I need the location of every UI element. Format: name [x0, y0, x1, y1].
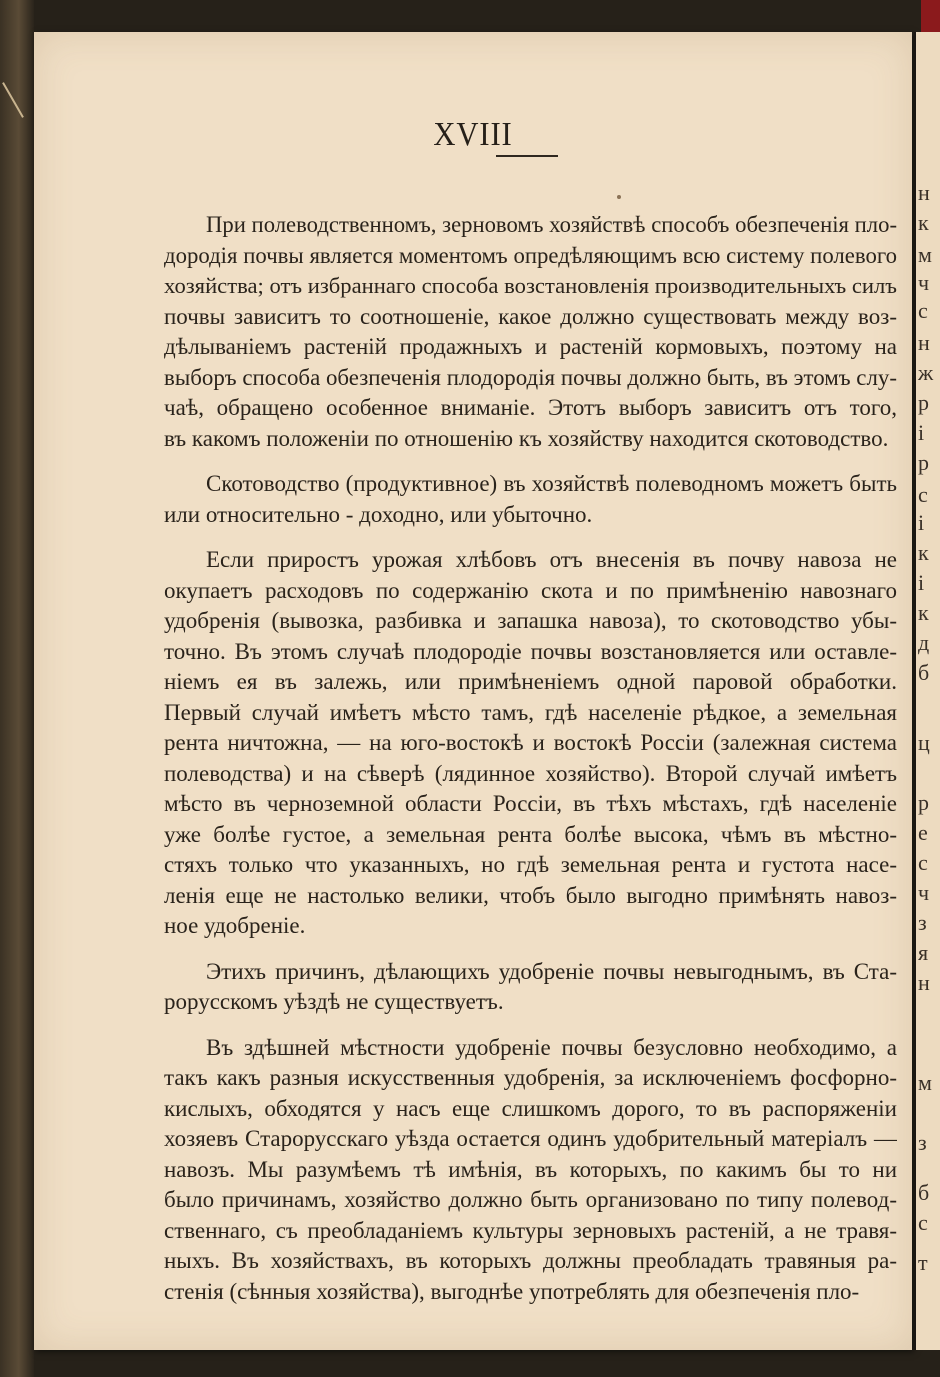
- adjacent-page-letter: д: [918, 630, 930, 655]
- adjacent-page-letter: с: [918, 482, 928, 507]
- adjacent-page-letter: з: [918, 910, 927, 935]
- text-line: При полеводственномъ, зерновомъ хозяйствѣ способъ обезпеченія пло-: [206, 212, 897, 237]
- adjacent-page-letter: б: [918, 1180, 930, 1205]
- paragraph: [164, 957, 897, 1018]
- adjacent-page-letter: р: [918, 450, 929, 475]
- text-line: кислыхъ, обходятся у насъ еще слишкомъ дорого, то въ распоряженіи: [164, 1095, 897, 1121]
- adjacent-page-letter: м: [918, 242, 932, 267]
- paragraph: [164, 210, 897, 454]
- adjacent-page-letter: ч: [918, 880, 930, 905]
- text-line: навозъ. Мы разумѣемъ тѣ имѣнія, въ которыхъ, по какимъ бы то ни: [164, 1156, 897, 1182]
- adjacent-page-letter: з: [918, 1130, 927, 1155]
- text-line: точно. Въ этомъ случаѣ плодородіе почвы возстановляется или оставле-: [164, 638, 897, 664]
- text-line: окупаетъ расходовъ по содержанію скота и по примѣненію навознаго: [164, 577, 897, 603]
- adjacent-page-edge: [914, 32, 940, 1350]
- text-line: дѣлываніемъ растеній продажныхъ и растеній кормовыхъ, поэтому на: [164, 334, 897, 359]
- paragraph: [164, 469, 897, 530]
- book-spine-edge: [0, 0, 34, 1377]
- text-line: выборъ способа обезпеченія плодородія почвы должно быть, въ этомъ слу-: [164, 364, 897, 390]
- text-line: ныхъ. Въ хозяйствахъ, въ которыхъ должны преобладать травяныя ра-: [164, 1248, 897, 1273]
- body-text: [164, 210, 897, 1322]
- text-line: дородія почвы является моментомъ опредѣляющимъ всю систему полевого: [164, 242, 897, 268]
- adjacent-page-letter: і: [918, 570, 925, 595]
- text-line: рорусскомъ уѣздѣ не существуетъ.: [164, 989, 504, 1014]
- adjacent-page-letter: р: [918, 790, 929, 815]
- text-line: рента ничтожна, — на юго-востокѣ и востокѣ Россіи (залежная система: [164, 730, 897, 755]
- text-line: чаѣ, обращено особенное вниманіе. Этотъ выборъ зависитъ отъ того,: [164, 395, 897, 420]
- adjacent-page-letter: б: [918, 660, 930, 685]
- text-line: въ какомъ положеніи по отношенію къ хозяйству находится скотоводство.: [164, 425, 889, 451]
- adjacent-page-letter: с: [918, 1210, 928, 1235]
- text-line: было причинамъ, хозяйство должно быть организовано по типу полевод-: [164, 1187, 897, 1212]
- adjacent-page-letter: ж: [918, 360, 934, 385]
- paragraph: [164, 545, 897, 942]
- text-line: ственнаго, съ преобладаніемъ культуры зерновыхъ растеній, а не травя-: [164, 1217, 897, 1243]
- text-line: стенія (сѣнныя хозяйства), выгоднѣе употреблять для обезпеченія пло-: [164, 1278, 860, 1304]
- adjacent-page-letter: т: [918, 1250, 928, 1275]
- text-line: ное удобреніе.: [164, 913, 306, 938]
- text-line: такъ какъ разныя искусственныя удобренія, за исключеніемъ фосфорно-: [164, 1065, 897, 1090]
- text-line: удобренія (вывозка, разбивка и запашка навоза), то скотоводство убы-: [164, 608, 897, 633]
- bookmark-ribbon: [921, 0, 940, 32]
- text-line: хозяевъ Старорусскаго уѣзда остается одинъ удобрительный матеріалъ —: [164, 1126, 897, 1151]
- text-line: уже болѣе густое, а земельная рента болѣе высока, чѣмъ въ мѣстно-: [164, 821, 897, 847]
- text-line: полеводства) и на сѣверѣ (лядинное хозяйство). Второй случай имѣетъ: [164, 760, 897, 786]
- adjacent-page-letter: ц: [918, 730, 930, 755]
- text-line: почвы зависитъ то соотношеніе, какое должно существовать между воз-: [164, 303, 897, 329]
- adjacent-page-letter: м: [918, 1070, 932, 1095]
- text-line: Скотоводство (продуктивное) въ хозяйствѣ полеводномъ можетъ быть: [206, 471, 897, 496]
- adjacent-page-letter: к: [918, 600, 929, 625]
- text-line: Въ здѣшней мѣстности удобреніе почвы безусловно необходимо, а: [206, 1034, 897, 1060]
- text-line: Первый случай имѣетъ мѣсто тамъ, гдѣ населеніе рѣдкое, а земельная: [164, 699, 897, 725]
- text-line: мѣсто въ черноземной области Россіи, въ тѣхъ мѣстахъ, гдѣ населеніе: [164, 791, 897, 816]
- adjacent-page-letter: і: [918, 420, 925, 445]
- adjacent-page-letter: я: [918, 940, 929, 965]
- text-line: стяхъ только что указанныхъ, но гдѣ земельная рента и густота насе-: [164, 852, 897, 877]
- adjacent-page-letter: р: [918, 390, 929, 415]
- adjacent-page-letter: ч: [918, 270, 930, 295]
- text-line: ніемъ ея въ залежь, или примѣненіемъ одной паровой обработки.: [164, 669, 897, 694]
- text-line: Если приростъ урожая хлѣбовъ отъ внесенія въ почву навоза не: [206, 547, 897, 572]
- page-number: XVIII: [433, 116, 513, 153]
- ink-speck: [617, 195, 621, 199]
- book-page: [34, 32, 912, 1350]
- text-line: хозяйства; отъ избраннаго способа возстановленія производительныхъ силъ: [164, 273, 897, 298]
- adjacent-page-letter: с: [918, 850, 928, 875]
- paragraph: [164, 1033, 897, 1308]
- adjacent-page-letter: н: [918, 330, 930, 355]
- adjacent-page-letter: к: [918, 210, 929, 235]
- text-line: ленія еще не настолько велики, чтобъ было выгодно примѣнять навоз-: [164, 882, 897, 908]
- text-line: Этихъ причинъ, дѣлающихъ удобреніе почвы невыгоднымъ, въ Ста-: [206, 958, 897, 984]
- text-line: или относительно - доходно, или убыточно.: [164, 501, 593, 527]
- page-number-underline: [496, 155, 558, 157]
- adjacent-page-letter: і: [918, 510, 925, 535]
- adjacent-page-letter: к: [918, 540, 929, 565]
- adjacent-page-letter: с: [918, 298, 928, 323]
- adjacent-page-letter: е: [918, 820, 928, 845]
- adjacent-page-letter: н: [918, 970, 930, 995]
- adjacent-page-letter: н: [918, 180, 930, 205]
